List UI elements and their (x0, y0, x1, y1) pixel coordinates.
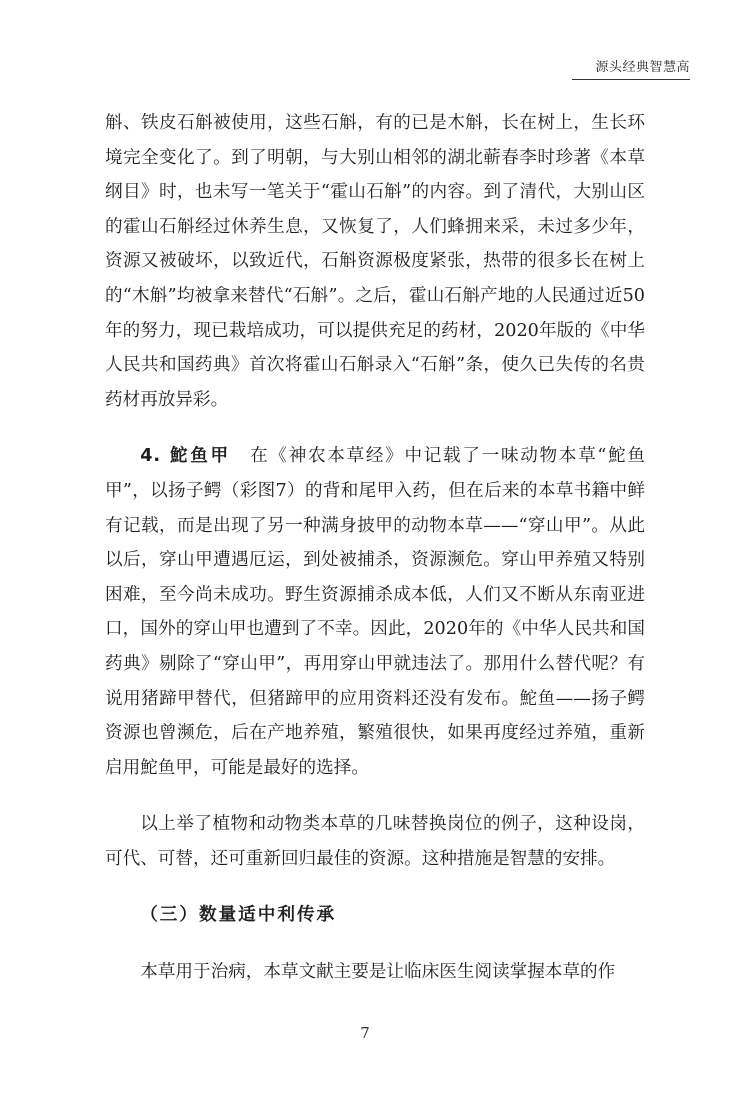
paragraph-dendrobium: 斛、铁皮石斛被使用，这些石斛，有的已是木斛，长在树上，生长环境完全变化了。到了明朝，与大别山相邻的湖北蕲春李时珍著《本草纲目》时，也未写一笔关于“霍山石斛”的内容。到了清代，大别山区的霍山石斛经过休养生息，又恢复了，人们蜂拥来采，未过多少年，资源又被破坏，以致近代，石斛资源极度紧张，热带的很多长在树上的“木斛”均被拿来替代“石斛”。之后，霍山石斛产地的人民通过近50年的努力，现已栽培成功，可以提供充足的药材，2020年版的《中华人民共和国药典》首次将霍山石斛录入“石斛”条，使久已失传的名贵药材再放异彩。 (105, 113, 645, 410)
body-text (105, 106, 645, 990)
paragraph-tuoyujia-text: 在《神农本草经》中记载了一味动物本草“鮀鱼甲”，以扬子鳄（彩图7）的背和尾甲入药，但在后来的本草书籍中鲜有记载，而是出现了另一种满身披甲的动物本草——“穿山甲”。从此以后，穿山甲遭遇厄运，到处被捕杀，资源濒危。穿山甲养殖又特别困难，至今尚未成功。野生资源捕杀成本低，人们又不断从东南亚进口，国外的穿山甲也遭到了不幸。因此，2020年的《中华人民共和国药典》剔除了“穿山甲”，再用穿山甲就违法了。那用什么替代呢？有说用猪蹄甲替代，但猪蹄甲的应用资料还没有发布。鮀鱼——扬子鳄资源也曾濒危，后在产地养殖，繁殖很快，如果再度经过养殖，重新启用鮀鱼甲，可能是最好的选择。 (105, 446, 645, 778)
item-heading-tuoyujia: 4. 鮀鱼甲 (140, 446, 231, 467)
paragraph-summary: 以上举了植物和动物类本草的几味替换岗位的例子，这种设岗，可代、可替，还可重新回归最佳的资源。这种措施是智慧的安排。 (105, 814, 645, 869)
section-heading: （三）数量适中利传承 (140, 905, 337, 926)
paragraph-tuoyujia (105, 439, 645, 785)
page-number: 7 (360, 1024, 370, 1042)
paragraph-continuation: 本草用于治病，本草文献主要是让临床医生阅读掌握本草的作 (140, 962, 616, 983)
running-header: 源头经典智慧高 (595, 60, 690, 75)
header-rule (572, 79, 690, 80)
